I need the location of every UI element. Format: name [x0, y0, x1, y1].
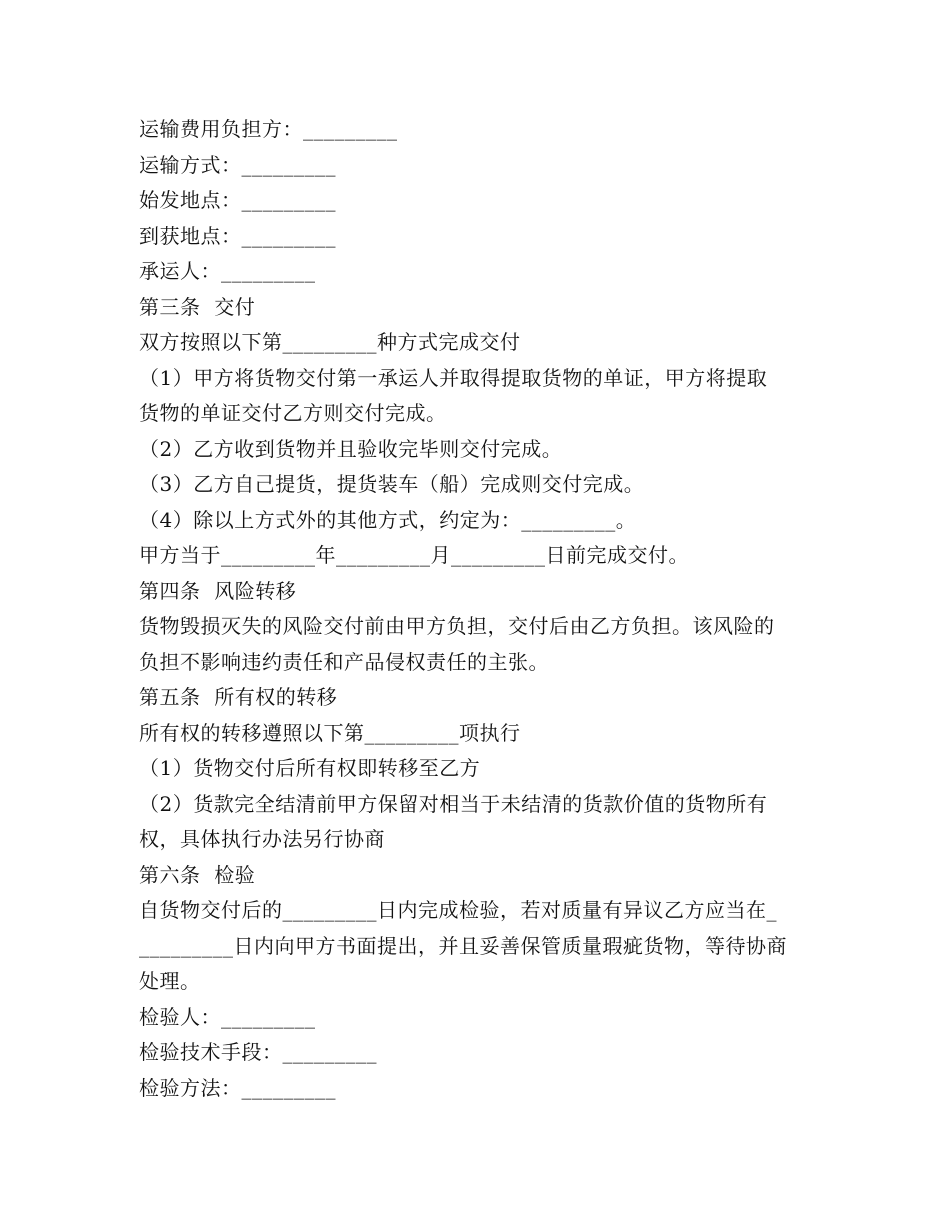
delivery-method-choice: 双方按照以下第_________种方式完成交付	[139, 330, 521, 354]
section-heading-delivery: 第三条 交付	[139, 294, 256, 319]
delivery-deadline: 甲方当于_________年_________月_________日前完成交付。	[139, 543, 689, 567]
risk-paragraph-line-2: 负担不影响违约责任和产品侵权责任的主张。	[139, 649, 549, 674]
section-heading-risk: 第四条 风险转移	[139, 578, 297, 603]
field-inspector: 检验人：_________	[139, 1004, 316, 1029]
document-body	[139, 112, 819, 1106]
field-inspection-technique: 检验技术手段：_________	[139, 1040, 377, 1064]
section-heading-ownership: 第五条 所有权的转移	[139, 685, 338, 709]
delivery-option-3: （3）乙方自己提货，提货装车（船）完成则交付完成。	[139, 472, 645, 496]
delivery-option-4: （4）除以上方式外的其他方式，约定为：_________。	[139, 507, 637, 532]
inspection-paragraph-line-2: _________日内向甲方书面提出，并且妥善保管质量瑕疵货物，等待协商	[139, 933, 787, 958]
field-origin: 始发地点：_________	[139, 188, 336, 212]
inspection-paragraph-line-1: 自货物交付后的_________日内完成检验，若对质量有异议乙方应当在_	[139, 898, 777, 922]
field-freight-payer: 运输费用负担方：_________	[139, 117, 398, 141]
field-transport-method: 运输方式：_________	[139, 152, 336, 177]
field-inspection-method: 检验方法：_________	[139, 1075, 336, 1100]
inspection-paragraph-line-3: 处理。	[139, 969, 201, 993]
ownership-option-2-line-1: （2）货款完全结清前甲方保留对相当于未结清的货款价值的货物所有	[139, 791, 768, 816]
field-destination: 到获地点：_________	[139, 223, 336, 248]
section-heading-inspection: 第六条 检验	[139, 862, 256, 887]
risk-paragraph-line-1: 货物毁损灭失的风险交付前由甲方负担，交付后由乙方负担。该风险的	[139, 614, 775, 638]
field-carrier: 承运人：_________	[139, 259, 316, 283]
delivery-option-1-line-2: 货物的单证交付乙方则交付完成。	[139, 401, 447, 425]
delivery-option-2: （2）乙方收到货物并且验收完毕则交付完成。	[139, 436, 563, 461]
ownership-choice: 所有权的转移遵照以下第_________项执行	[139, 720, 521, 745]
ownership-option-1: （1）货物交付后所有权即转移至乙方	[139, 756, 481, 780]
ownership-option-2-line-2: 权，具体执行办法另行协商	[139, 827, 385, 851]
delivery-option-1-line-1: （1）甲方将货物交付第一承运人并取得提取货物的单证，甲方将提取	[139, 365, 768, 390]
